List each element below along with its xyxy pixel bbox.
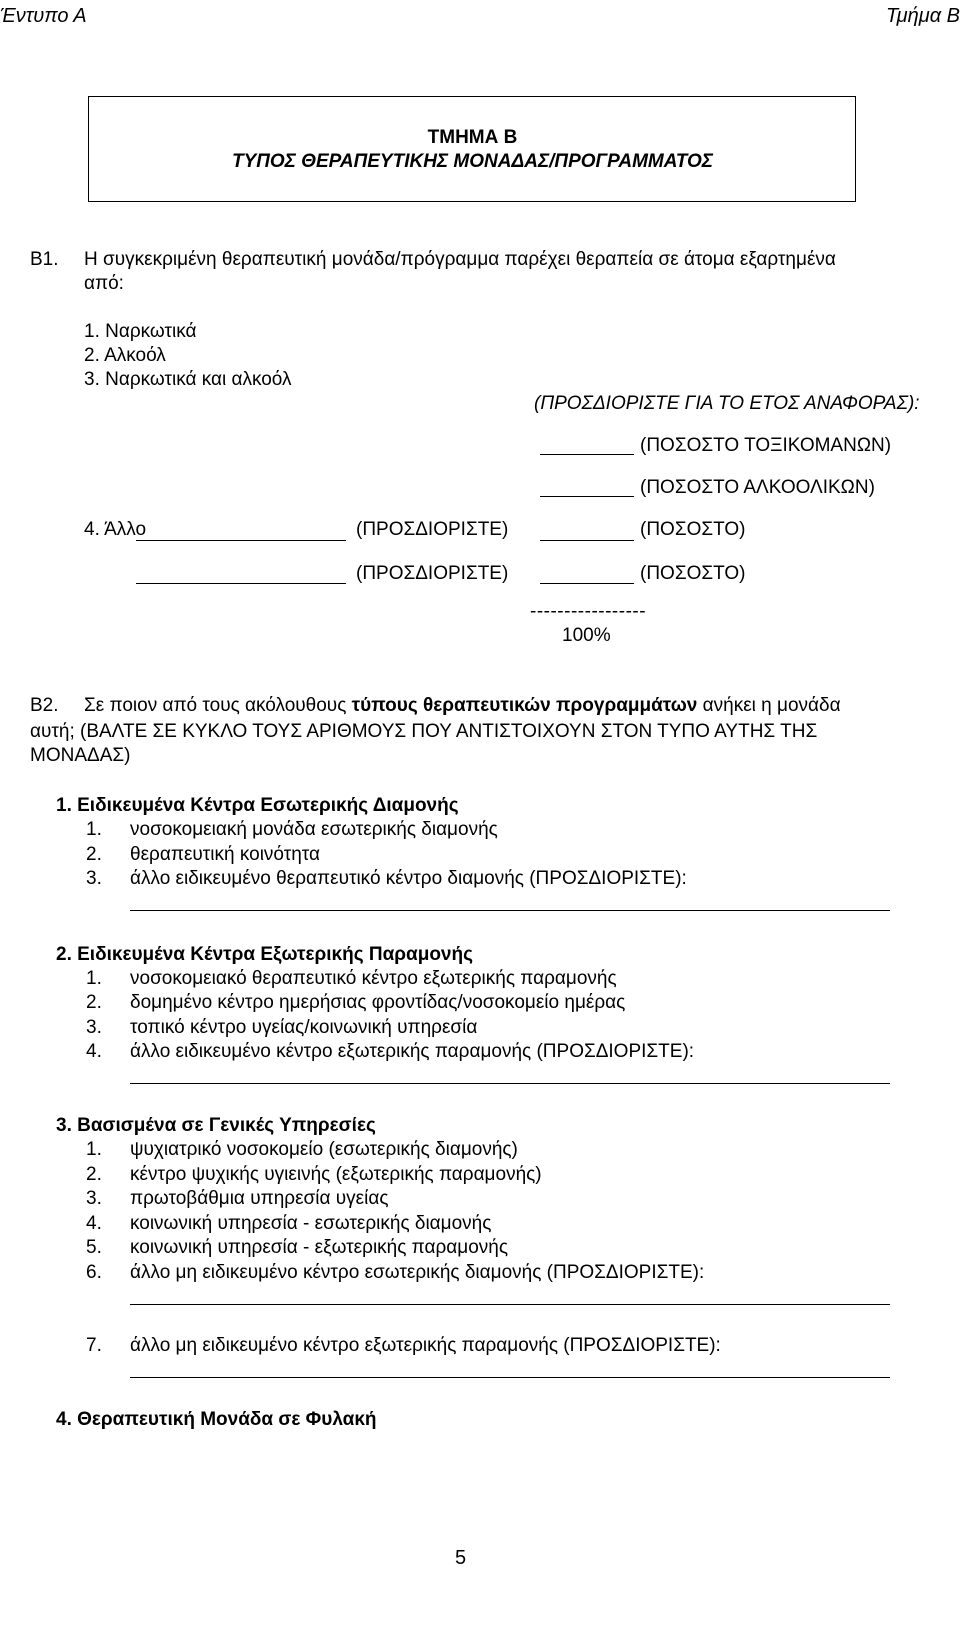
- group-3-title: 3. Βασισμένα σε Γενικές Υπηρεσίες: [56, 1115, 376, 1136]
- question-b2-bold: τύπους θεραπευτικών προγραμμάτων: [351, 695, 698, 716]
- group-3-item-7-num: 7.: [86, 1335, 102, 1356]
- group-3-item-7: άλλο μη ειδικευμένο κέντρο εξωτερικής παραμονής (ΠΡΟΣΔΙΟΡΙΣΤΕ):: [130, 1335, 721, 1356]
- page-number: 5: [455, 1547, 467, 1569]
- group-2-item-2-num: 2.: [86, 992, 102, 1013]
- group-2-item-1-num: 1.: [86, 968, 102, 989]
- b1-option-drugs-alcohol: 3. Ναρκωτικά και αλκοόλ: [84, 369, 292, 390]
- b1-option-other: 4. Άλλο: [84, 519, 147, 540]
- header-form-label: Έντυπο Α: [0, 5, 87, 27]
- other-percent-field-1[interactable]: [540, 540, 634, 541]
- section-subtitle: ΤΥΠΟΣ ΘΕΡΑΠΕΥΤΙΚΗΣ ΜΟΝΑΔΑΣ/ΠΡΟΓΡΑΜΜΑΤΟΣ: [231, 151, 713, 172]
- group-2-specify-field[interactable]: [130, 1083, 890, 1084]
- group-3-item-3: πρωτοβάθμια υπηρεσία υγείας: [130, 1188, 389, 1209]
- header-section-label: Τμήμα Β: [885, 5, 960, 27]
- question-b2-number: Β2.: [30, 695, 59, 716]
- group-2-item-4-num: 4.: [86, 1041, 102, 1062]
- group-3-item-4-num: 4.: [86, 1213, 102, 1234]
- group-2-item-4: άλλο ειδικευμένο κέντρο εξωτερικής παραμονής (ΠΡΟΣΔΙΟΡΙΣΤΕ):: [130, 1041, 695, 1062]
- group-1-item-1: νοσοκομειακή μονάδα εσωτερικής διαμονής: [130, 819, 498, 840]
- question-b2-line3: ΜΟΝΑΔΑΣ): [30, 745, 131, 766]
- question-b1-number: Β1.: [30, 249, 59, 270]
- section-title: ΤΜΗΜΑ Β: [427, 127, 518, 148]
- b1-option-alcohol: 2. Αλκοόλ: [84, 345, 166, 366]
- group-4-title: 4. Θεραπευτική Μονάδα σε Φυλακή: [56, 1409, 377, 1430]
- other-specify-field-1[interactable]: [136, 540, 346, 541]
- question-b2-line2: αυτή; (ΒΑΛΤΕ ΣΕ ΚΥΚΛΟ ΤΟΥΣ ΑΡΙΘΜΟΥΣ ΠΟΥ ΑΝΤΙΣΤΟΙΧΟΥΝ ΣΤΟΝ ΤΥΠΟ ΑΥΤΗΣ ΤΗΣ: [30, 721, 818, 742]
- group-2-item-1: νοσοκομειακό θεραπευτικό κέντρο εξωτερικής παραμονής: [130, 968, 617, 989]
- alcoholics-percent-field[interactable]: [540, 496, 634, 497]
- group-1-specify-field[interactable]: [130, 910, 890, 911]
- other-percent-field-2[interactable]: [540, 583, 634, 584]
- group-3-item-2-num: 2.: [86, 1164, 102, 1185]
- other-percent-label-2: (ΠΟΣΟΣΤΟ): [640, 563, 746, 584]
- total-percent: 100%: [562, 625, 611, 646]
- group-1-item-3-num: 3.: [86, 868, 102, 889]
- question-b1-text: Η συγκεκριμένη θεραπευτική μονάδα/πρόγραμμα παρέχει θεραπεία σε άτομα εξαρτημένα: [84, 249, 836, 270]
- other-specify-label-1: (ΠΡΟΣΔΙΟΡΙΣΤΕ): [356, 519, 509, 540]
- other-percent-label-1: (ΠΟΣΟΣΤΟ): [640, 519, 746, 540]
- group-2-item-2: δομημένο κέντρο ημερήσιας φροντίδας/νοσοκομείο ημέρας: [130, 992, 626, 1013]
- group-3-item-1: ψυχιατρικό νοσοκομείο (εσωτερικής διαμονής): [130, 1139, 518, 1160]
- other-specify-label-2: (ΠΡΟΣΔΙΟΡΙΣΤΕ): [356, 563, 509, 584]
- group-1-item-2: θεραπευτική κοινότητα: [130, 844, 321, 865]
- group-3-item-6-specify-field[interactable]: [130, 1304, 890, 1305]
- question-b2-text: [84, 696, 841, 715]
- group-3-item-1-num: 1.: [86, 1139, 102, 1160]
- total-separator: -----------------: [530, 601, 647, 622]
- group-3-item-4: κοινωνική υπηρεσία - εσωτερικής διαμονής: [130, 1213, 492, 1234]
- b1-option-drugs: 1. Ναρκωτικά: [84, 321, 197, 342]
- group-1-item-3: άλλο ειδικευμένο θεραπευτικό κέντρο διαμονής (ΠΡΟΣΔΙΟΡΙΣΤΕ):: [130, 868, 687, 889]
- section-title-box: [88, 96, 856, 202]
- addicts-percent-label: (ΠΟΣΟΣΤΟ ΤΟΞΙΚΟΜΑΝΩΝ): [640, 435, 892, 456]
- question-b2-part1: Σε ποιον από τους ακόλουθους: [84, 695, 352, 716]
- b1-specify-year: (ΠΡΟΣΔΙΟΡΙΣΤΕ ΓΙΑ ΤΟ ΕΤΟΣ ΑΝΑΦΟΡΑΣ):: [534, 393, 920, 414]
- group-3-item-5-num: 5.: [86, 1237, 102, 1258]
- question-b2-part2: ανήκει η μονάδα: [697, 695, 841, 716]
- group-1-title: 1. Ειδικευμένα Κέντρα Εσωτερικής Διαμονής: [56, 795, 459, 816]
- question-b1-text-cont: από:: [84, 273, 124, 294]
- group-2-item-3: τοπικό κέντρο υγείας/κοινωνική υπηρεσία: [130, 1017, 478, 1038]
- group-3-item-5: κοινωνική υπηρεσία - εξωτερικής παραμονής: [130, 1237, 509, 1258]
- group-2-item-3-num: 3.: [86, 1017, 102, 1038]
- addicts-percent-field[interactable]: [540, 454, 634, 455]
- group-1-item-2-num: 2.: [86, 844, 102, 865]
- group-3-item-3-num: 3.: [86, 1188, 102, 1209]
- alcoholics-percent-label: (ΠΟΣΟΣΤΟ ΑΛΚΟΟΛΙΚΩΝ): [640, 477, 875, 498]
- group-3-item-6: άλλο μη ειδικευμένο κέντρο εσωτερικής διαμονής (ΠΡΟΣΔΙΟΡΙΣΤΕ):: [130, 1262, 705, 1283]
- group-3-item-2: κέντρο ψυχικής υγιεινής (εξωτερικής παραμονής): [130, 1164, 542, 1185]
- group-3-item-6-num: 6.: [86, 1262, 102, 1283]
- group-2-title: 2. Ειδικευμένα Κέντρα Εξωτερικής Παραμονής: [56, 944, 473, 965]
- group-3-item-7-specify-field[interactable]: [130, 1377, 890, 1378]
- other-specify-field-2[interactable]: [136, 583, 346, 584]
- group-1-item-1-num: 1.: [86, 819, 102, 840]
